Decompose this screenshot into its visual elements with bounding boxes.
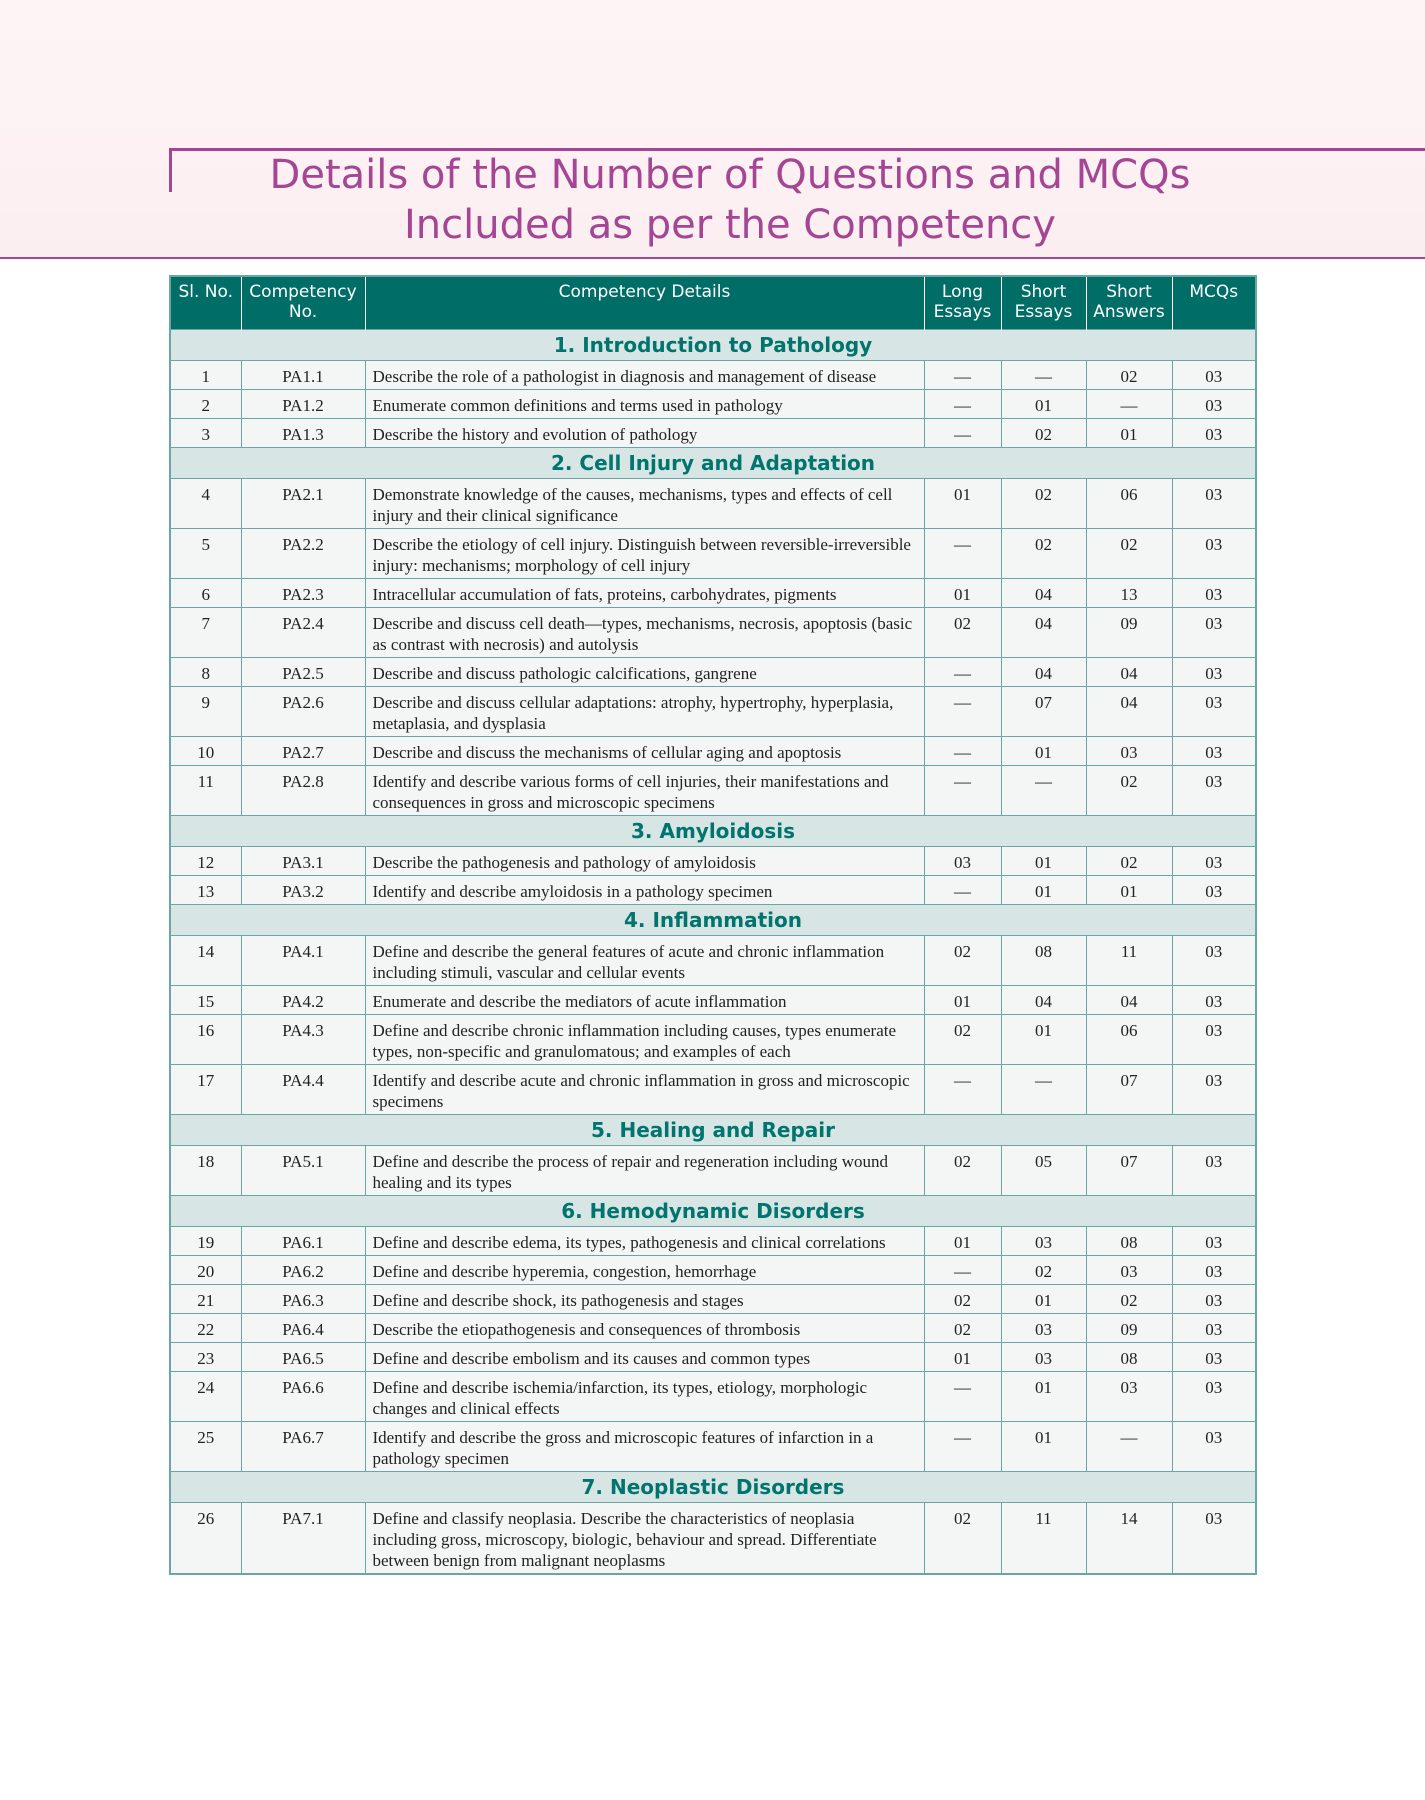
cell-competency-no: PA1.3 bbox=[241, 419, 365, 448]
cell-competency-details: Demonstrate knowledge of the causes, mechanisms, types and effects of cell injury and their clinical significance bbox=[365, 479, 924, 529]
cell-mcqs: 03 bbox=[1172, 1015, 1256, 1065]
cell-competency-details: Describe and discuss cell death—types, mechanisms, necrosis, apoptosis (basic as contrast with necrosis) and autolysis bbox=[365, 608, 924, 658]
cell-competency-details: Define and describe embolism and its causes and common types bbox=[365, 1343, 924, 1372]
cell-mcqs: 03 bbox=[1172, 579, 1256, 608]
cell-long-essays: — bbox=[924, 1422, 1001, 1472]
cell-short-essays: 04 bbox=[1001, 579, 1086, 608]
cell-short-essays: 02 bbox=[1001, 479, 1086, 529]
cell-short-answers: 02 bbox=[1086, 847, 1172, 876]
cell-long-essays: — bbox=[924, 529, 1001, 579]
cell-long-essays: — bbox=[924, 766, 1001, 816]
section-title: 7. Neoplastic Disorders bbox=[170, 1472, 1256, 1503]
cell-short-essays: 01 bbox=[1001, 876, 1086, 905]
cell-sl-no: 6 bbox=[170, 579, 241, 608]
cell-short-answers: 07 bbox=[1086, 1065, 1172, 1115]
cell-competency-details: Identify and describe acute and chronic inflammation in gross and microscopic specimens bbox=[365, 1065, 924, 1115]
cell-short-essays: 03 bbox=[1001, 1343, 1086, 1372]
table-row bbox=[170, 936, 1256, 986]
cell-sl-no: 23 bbox=[170, 1343, 241, 1372]
cell-sl-no: 12 bbox=[170, 847, 241, 876]
table-row bbox=[170, 390, 1256, 419]
cell-mcqs: 03 bbox=[1172, 687, 1256, 737]
cell-competency-details: Identify and describe amyloidosis in a pathology specimen bbox=[365, 876, 924, 905]
cell-short-answers: 03 bbox=[1086, 737, 1172, 766]
cell-competency-no: PA6.1 bbox=[241, 1227, 365, 1256]
cell-short-answers: 06 bbox=[1086, 479, 1172, 529]
cell-sl-no: 2 bbox=[170, 390, 241, 419]
cell-long-essays: 02 bbox=[924, 608, 1001, 658]
cell-short-essays: 03 bbox=[1001, 1227, 1086, 1256]
cell-long-essays: — bbox=[924, 737, 1001, 766]
cell-long-essays: — bbox=[924, 1065, 1001, 1115]
cell-sl-no: 5 bbox=[170, 529, 241, 579]
table-row bbox=[170, 1372, 1256, 1422]
cell-sl-no: 26 bbox=[170, 1503, 241, 1575]
cell-short-answers: 04 bbox=[1086, 658, 1172, 687]
cell-sl-no: 7 bbox=[170, 608, 241, 658]
cell-mcqs: 03 bbox=[1172, 737, 1256, 766]
cell-mcqs: 03 bbox=[1172, 986, 1256, 1015]
cell-sl-no: 9 bbox=[170, 687, 241, 737]
cell-mcqs: 03 bbox=[1172, 936, 1256, 986]
table-row bbox=[170, 479, 1256, 529]
cell-short-essays: 01 bbox=[1001, 847, 1086, 876]
cell-long-essays: — bbox=[924, 419, 1001, 448]
cell-mcqs: 03 bbox=[1172, 1256, 1256, 1285]
table-row bbox=[170, 766, 1256, 816]
cell-sl-no: 21 bbox=[170, 1285, 241, 1314]
title-band-rule bbox=[0, 257, 1425, 259]
cell-short-answers: 09 bbox=[1086, 1314, 1172, 1343]
cell-short-answers: 03 bbox=[1086, 1372, 1172, 1422]
table-header-row bbox=[170, 276, 1256, 330]
cell-mcqs: 03 bbox=[1172, 1372, 1256, 1422]
cell-long-essays: 01 bbox=[924, 986, 1001, 1015]
cell-sl-no: 1 bbox=[170, 361, 241, 390]
cell-short-essays: — bbox=[1001, 766, 1086, 816]
cell-short-essays: 01 bbox=[1001, 737, 1086, 766]
cell-short-essays: 11 bbox=[1001, 1503, 1086, 1575]
cell-long-essays: 02 bbox=[924, 1285, 1001, 1314]
cell-mcqs: 03 bbox=[1172, 390, 1256, 419]
cell-competency-details: Enumerate and describe the mediators of acute inflammation bbox=[365, 986, 924, 1015]
cell-long-essays: 02 bbox=[924, 1314, 1001, 1343]
header-short-answers: Short Answers bbox=[1086, 276, 1172, 330]
cell-short-essays: 05 bbox=[1001, 1146, 1086, 1196]
cell-sl-no: 14 bbox=[170, 936, 241, 986]
table-row bbox=[170, 876, 1256, 905]
cell-sl-no: 18 bbox=[170, 1146, 241, 1196]
cell-sl-no: 22 bbox=[170, 1314, 241, 1343]
cell-long-essays: 01 bbox=[924, 479, 1001, 529]
cell-long-essays: 01 bbox=[924, 1227, 1001, 1256]
cell-mcqs: 03 bbox=[1172, 608, 1256, 658]
cell-mcqs: 03 bbox=[1172, 1503, 1256, 1575]
cell-long-essays: 01 bbox=[924, 1343, 1001, 1372]
cell-competency-details: Define and describe hyperemia, congestion, hemorrhage bbox=[365, 1256, 924, 1285]
cell-competency-no: PA2.8 bbox=[241, 766, 365, 816]
section-row bbox=[170, 1196, 1256, 1227]
table-row bbox=[170, 1015, 1256, 1065]
cell-long-essays: — bbox=[924, 361, 1001, 390]
cell-competency-no: PA2.7 bbox=[241, 737, 365, 766]
cell-mcqs: 03 bbox=[1172, 876, 1256, 905]
cell-competency-no: PA4.4 bbox=[241, 1065, 365, 1115]
cell-competency-no: PA2.4 bbox=[241, 608, 365, 658]
table-row bbox=[170, 687, 1256, 737]
cell-short-essays: 01 bbox=[1001, 1422, 1086, 1472]
cell-short-essays: 01 bbox=[1001, 1285, 1086, 1314]
cell-sl-no: 11 bbox=[170, 766, 241, 816]
cell-long-essays: 02 bbox=[924, 1146, 1001, 1196]
cell-mcqs: 03 bbox=[1172, 1065, 1256, 1115]
cell-competency-no: PA4.3 bbox=[241, 1015, 365, 1065]
cell-short-essays: — bbox=[1001, 1065, 1086, 1115]
table-row bbox=[170, 579, 1256, 608]
section-row bbox=[170, 816, 1256, 847]
cell-competency-no: PA7.1 bbox=[241, 1503, 365, 1575]
cell-sl-no: 3 bbox=[170, 419, 241, 448]
cell-short-answers: 08 bbox=[1086, 1343, 1172, 1372]
cell-short-answers: 08 bbox=[1086, 1227, 1172, 1256]
cell-competency-no: PA5.1 bbox=[241, 1146, 365, 1196]
cell-competency-details: Describe and discuss the mechanisms of cellular aging and apoptosis bbox=[365, 737, 924, 766]
cell-short-answers: 04 bbox=[1086, 986, 1172, 1015]
table-row bbox=[170, 847, 1256, 876]
cell-short-answers: 01 bbox=[1086, 419, 1172, 448]
cell-long-essays: 02 bbox=[924, 936, 1001, 986]
cell-competency-details: Describe and discuss pathologic calcifications, gangrene bbox=[365, 658, 924, 687]
cell-sl-no: 19 bbox=[170, 1227, 241, 1256]
cell-mcqs: 03 bbox=[1172, 658, 1256, 687]
cell-long-essays: — bbox=[924, 658, 1001, 687]
cell-mcqs: 03 bbox=[1172, 479, 1256, 529]
cell-short-essays: 02 bbox=[1001, 419, 1086, 448]
cell-sl-no: 15 bbox=[170, 986, 241, 1015]
header-mcqs: MCQs bbox=[1172, 276, 1256, 330]
page-title-line-2: Included as per the Competency bbox=[404, 202, 1056, 248]
cell-sl-no: 13 bbox=[170, 876, 241, 905]
cell-competency-details: Enumerate common definitions and terms used in pathology bbox=[365, 390, 924, 419]
cell-short-essays: 07 bbox=[1001, 687, 1086, 737]
cell-competency-no: PA2.2 bbox=[241, 529, 365, 579]
header-short-essays: Short Essays bbox=[1001, 276, 1086, 330]
cell-competency-no: PA6.7 bbox=[241, 1422, 365, 1472]
cell-sl-no: 8 bbox=[170, 658, 241, 687]
table-row bbox=[170, 608, 1256, 658]
cell-long-essays: — bbox=[924, 1372, 1001, 1422]
cell-long-essays: — bbox=[924, 687, 1001, 737]
cell-competency-details: Define and classify neoplasia. Describe the characteristics of neoplasia including gross, microscopy, biologic, behaviour and spread. Differentiate between benign from malignant neoplasms bbox=[365, 1503, 924, 1575]
cell-competency-details: Define and describe chronic inflammation including causes, types enumerate types, non-specific and granulomatous; and examples of each bbox=[365, 1015, 924, 1065]
section-title: 6. Hemodynamic Disorders bbox=[170, 1196, 1256, 1227]
cell-long-essays: — bbox=[924, 876, 1001, 905]
cell-short-answers: 02 bbox=[1086, 361, 1172, 390]
cell-mcqs: 03 bbox=[1172, 766, 1256, 816]
cell-competency-no: PA6.2 bbox=[241, 1256, 365, 1285]
table-row bbox=[170, 658, 1256, 687]
cell-short-answers: 03 bbox=[1086, 1256, 1172, 1285]
section-row bbox=[170, 330, 1256, 361]
table-row bbox=[170, 1227, 1256, 1256]
cell-long-essays: — bbox=[924, 1256, 1001, 1285]
cell-short-answers: — bbox=[1086, 390, 1172, 419]
table-row bbox=[170, 737, 1256, 766]
table-row bbox=[170, 1065, 1256, 1115]
cell-short-answers: 02 bbox=[1086, 766, 1172, 816]
cell-short-essays: — bbox=[1001, 361, 1086, 390]
cell-competency-no: PA1.2 bbox=[241, 390, 365, 419]
cell-competency-no: PA6.3 bbox=[241, 1285, 365, 1314]
cell-competency-no: PA2.6 bbox=[241, 687, 365, 737]
cell-short-answers: 14 bbox=[1086, 1503, 1172, 1575]
cell-short-answers: 01 bbox=[1086, 876, 1172, 905]
cell-long-essays: 03 bbox=[924, 847, 1001, 876]
cell-competency-details: Describe the etiology of cell injury. Distinguish between reversible-irreversible injury: mechanisms; morphology of cell injury bbox=[365, 529, 924, 579]
section-title: 3. Amyloidosis bbox=[170, 816, 1256, 847]
cell-competency-no: PA6.4 bbox=[241, 1314, 365, 1343]
table-row bbox=[170, 419, 1256, 448]
cell-short-essays: 04 bbox=[1001, 986, 1086, 1015]
cell-short-answers: 09 bbox=[1086, 608, 1172, 658]
cell-competency-no: PA4.2 bbox=[241, 986, 365, 1015]
cell-competency-no: PA2.5 bbox=[241, 658, 365, 687]
table-row bbox=[170, 1285, 1256, 1314]
table-row bbox=[170, 1503, 1256, 1575]
page-title bbox=[200, 150, 1260, 250]
table-row bbox=[170, 986, 1256, 1015]
cell-mcqs: 03 bbox=[1172, 361, 1256, 390]
cell-short-essays: 02 bbox=[1001, 529, 1086, 579]
cell-sl-no: 20 bbox=[170, 1256, 241, 1285]
cell-competency-details: Identify and describe the gross and microscopic features of infarction in a pathology specimen bbox=[365, 1422, 924, 1472]
cell-competency-no: PA2.3 bbox=[241, 579, 365, 608]
cell-mcqs: 03 bbox=[1172, 1343, 1256, 1372]
cell-short-answers: 07 bbox=[1086, 1146, 1172, 1196]
competency-table-container bbox=[169, 275, 1255, 1575]
section-title: 4. Inflammation bbox=[170, 905, 1256, 936]
cell-short-answers: 02 bbox=[1086, 1285, 1172, 1314]
cell-mcqs: 03 bbox=[1172, 1422, 1256, 1472]
section-title: 1. Introduction to Pathology bbox=[170, 330, 1256, 361]
cell-short-essays: 01 bbox=[1001, 1372, 1086, 1422]
cell-long-essays: 02 bbox=[924, 1503, 1001, 1575]
cell-competency-no: PA2.1 bbox=[241, 479, 365, 529]
table-body bbox=[170, 330, 1256, 1575]
cell-short-essays: 04 bbox=[1001, 608, 1086, 658]
cell-sl-no: 25 bbox=[170, 1422, 241, 1472]
section-row bbox=[170, 1115, 1256, 1146]
cell-competency-no: PA1.1 bbox=[241, 361, 365, 390]
cell-short-essays: 01 bbox=[1001, 390, 1086, 419]
cell-competency-no: PA3.1 bbox=[241, 847, 365, 876]
page-title-line-1: Details of the Number of Questions and MCQs bbox=[269, 152, 1191, 198]
cell-competency-details: Define and describe shock, its pathogenesis and stages bbox=[365, 1285, 924, 1314]
cell-long-essays: 02 bbox=[924, 1015, 1001, 1065]
table-row bbox=[170, 1314, 1256, 1343]
cell-competency-details: Define and describe the process of repair and regeneration including wound healing and its types bbox=[365, 1146, 924, 1196]
cell-competency-details: Identify and describe various forms of cell injuries, their manifestations and consequences in gross and microscopic specimens bbox=[365, 766, 924, 816]
header-competency-no: Competency No. bbox=[241, 276, 365, 330]
table-row bbox=[170, 529, 1256, 579]
cell-sl-no: 4 bbox=[170, 479, 241, 529]
cell-competency-no: PA6.5 bbox=[241, 1343, 365, 1372]
section-title: 2. Cell Injury and Adaptation bbox=[170, 448, 1256, 479]
cell-competency-no: PA4.1 bbox=[241, 936, 365, 986]
section-title: 5. Healing and Repair bbox=[170, 1115, 1256, 1146]
header-sl-no: Sl. No. bbox=[170, 276, 241, 330]
table-row bbox=[170, 1146, 1256, 1196]
cell-competency-details: Intracellular accumulation of fats, proteins, carbohydrates, pigments bbox=[365, 579, 924, 608]
cell-long-essays: 01 bbox=[924, 579, 1001, 608]
cell-sl-no: 17 bbox=[170, 1065, 241, 1115]
table-row bbox=[170, 1343, 1256, 1372]
header-long-essays: Long Essays bbox=[924, 276, 1001, 330]
cell-competency-details: Describe and discuss cellular adaptations: atrophy, hypertrophy, hyperplasia, metaplasia, and dysplasia bbox=[365, 687, 924, 737]
cell-mcqs: 03 bbox=[1172, 1146, 1256, 1196]
cell-short-essays: 02 bbox=[1001, 1256, 1086, 1285]
table-row bbox=[170, 1256, 1256, 1285]
section-row bbox=[170, 905, 1256, 936]
competency-table bbox=[169, 275, 1257, 1575]
cell-competency-details: Define and describe ischemia/infarction, its types, etiology, morphologic changes and clinical effects bbox=[365, 1372, 924, 1422]
cell-mcqs: 03 bbox=[1172, 1227, 1256, 1256]
header-competency-details: Competency Details bbox=[365, 276, 924, 330]
cell-mcqs: 03 bbox=[1172, 419, 1256, 448]
cell-mcqs: 03 bbox=[1172, 847, 1256, 876]
cell-competency-details: Describe the etiopathogenesis and consequences of thrombosis bbox=[365, 1314, 924, 1343]
table-row bbox=[170, 361, 1256, 390]
cell-mcqs: 03 bbox=[1172, 529, 1256, 579]
cell-short-answers: — bbox=[1086, 1422, 1172, 1472]
cell-competency-no: PA6.6 bbox=[241, 1372, 365, 1422]
title-bracket bbox=[169, 148, 172, 192]
section-row bbox=[170, 448, 1256, 479]
section-row bbox=[170, 1472, 1256, 1503]
cell-short-answers: 06 bbox=[1086, 1015, 1172, 1065]
cell-sl-no: 16 bbox=[170, 1015, 241, 1065]
cell-short-answers: 04 bbox=[1086, 687, 1172, 737]
cell-short-essays: 03 bbox=[1001, 1314, 1086, 1343]
cell-mcqs: 03 bbox=[1172, 1285, 1256, 1314]
cell-short-essays: 04 bbox=[1001, 658, 1086, 687]
cell-competency-no: PA3.2 bbox=[241, 876, 365, 905]
cell-long-essays: — bbox=[924, 390, 1001, 419]
cell-short-essays: 01 bbox=[1001, 1015, 1086, 1065]
cell-mcqs: 03 bbox=[1172, 1314, 1256, 1343]
cell-competency-details: Describe the role of a pathologist in diagnosis and management of disease bbox=[365, 361, 924, 390]
cell-short-answers: 02 bbox=[1086, 529, 1172, 579]
cell-short-answers: 13 bbox=[1086, 579, 1172, 608]
cell-competency-details: Describe the history and evolution of pathology bbox=[365, 419, 924, 448]
cell-competency-details: Describe the pathogenesis and pathology of amyloidosis bbox=[365, 847, 924, 876]
table-row bbox=[170, 1422, 1256, 1472]
cell-short-answers: 11 bbox=[1086, 936, 1172, 986]
cell-sl-no: 10 bbox=[170, 737, 241, 766]
cell-short-essays: 08 bbox=[1001, 936, 1086, 986]
cell-competency-details: Define and describe the general features of acute and chronic inflammation including stimuli, vascular and cellular events bbox=[365, 936, 924, 986]
cell-competency-details: Define and describe edema, its types, pathogenesis and clinical correlations bbox=[365, 1227, 924, 1256]
cell-sl-no: 24 bbox=[170, 1372, 241, 1422]
